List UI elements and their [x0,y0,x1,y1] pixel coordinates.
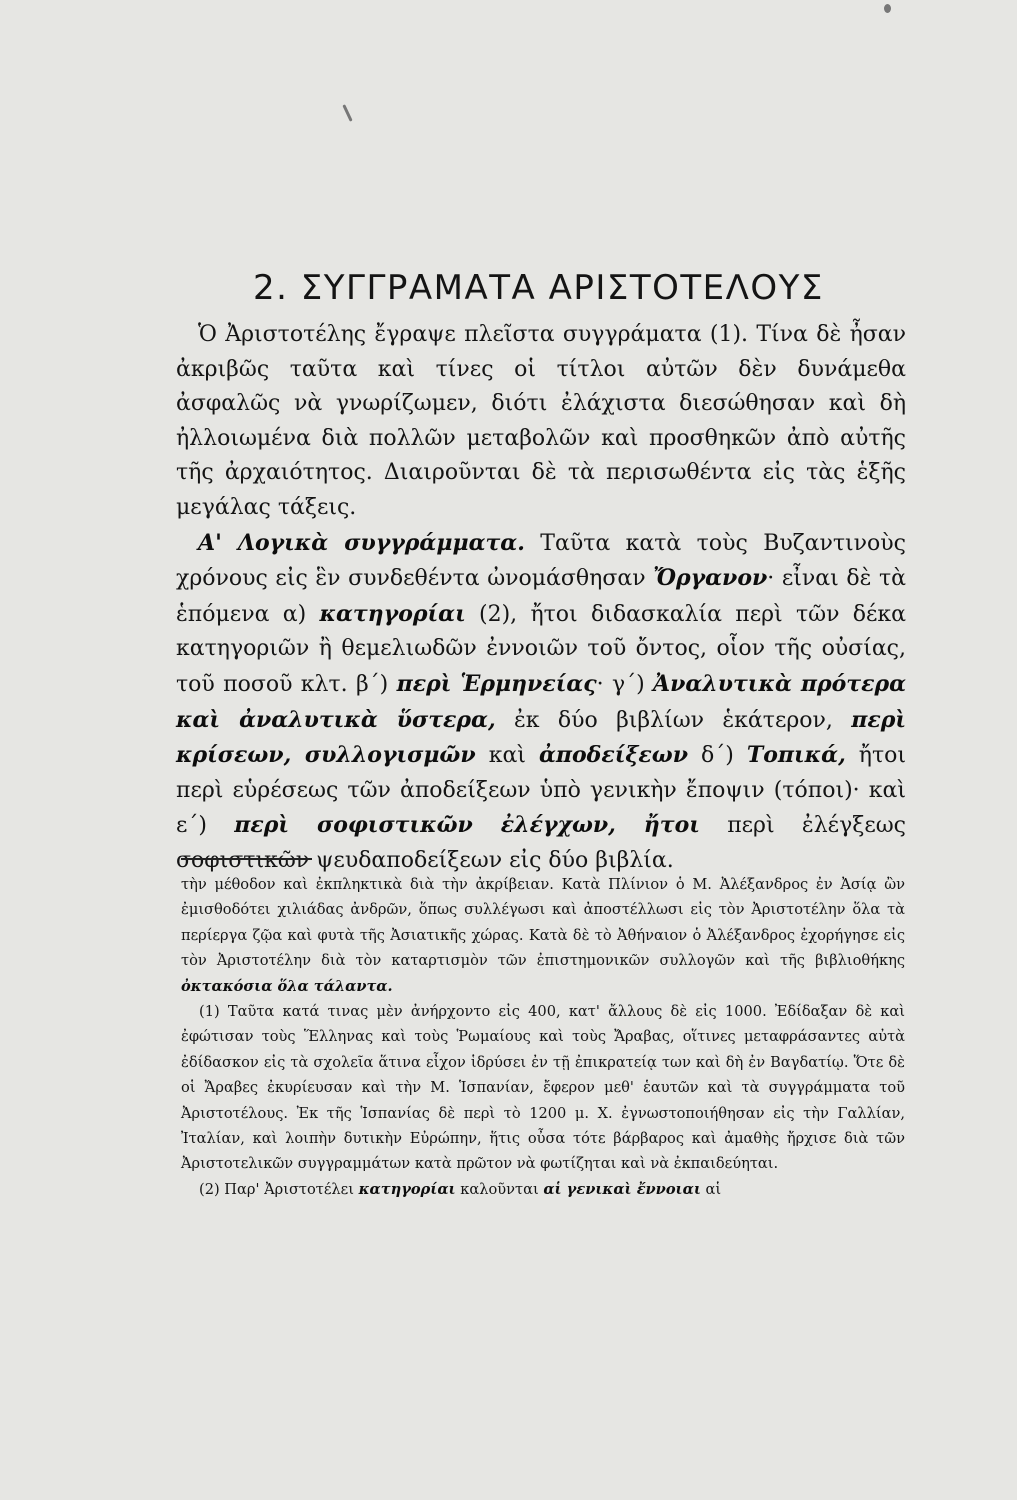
chapter-title: 2. ΣΥΓΓΡΑΜΑΤΑ ΑΡΙΣΤΟΤΕΛΟΥΣ [253,268,824,308]
term-organon: Ὄργανον [653,565,768,592]
page-speck [884,4,891,13]
term-sophistikon: περὶ σοφιστικῶν ἐλέγχων, ἤτοι [234,812,700,839]
main-text [176,318,906,879]
term-analytika: Ἀναλυτικὰ πρότερα καὶ ἀναλυτικὰ ὕστερα, [176,670,907,733]
footnote-continuation: τὴν μέθοδον καὶ ἐκπληκτικὰ διὰ τὴν ἀκρίβειαν. Κατὰ Πλίνιον ὁ Μ. Ἀλέξανδρος ἐν Ἀσίᾳ ὢν ἐμισθοδότει χιλιάδας ἀνδρῶν, ὅπως συλλέγωσι καὶ ἀποστέλλωσι εἰς τὸν Ἀριστοτέλην ὅλα τὰ περίεργα ζῷα καὶ φυτὰ τῆς Ἀσιατικῆς χώρας. Κατὰ δὲ τὸ Ἀθήναιον ὁ Ἀλέξανδρος ἐχορήγησε εἰς τὸν Ἀριστοτέλην διὰ τὸν καταρτισμὸν τῶν ἐπιστημονικῶν συλλογῶν καὶ τῆς βιβλιοθήκης ὀκτακόσια ὅλα τάλαντα. [181,876,905,995]
footnotes [181,872,905,1202]
term-kriseon: περὶ κρίσεων, συλλογισμῶν [176,706,906,769]
section-heading: Α' Λογικὰ συγγράμματα. [198,529,525,556]
term-kategoriai: κατηγορίαι [319,600,466,627]
page-speck [342,104,352,122]
footnote-1: (1) Ταῦτα κατά τινας μὲν ἀνήρχοντο εἰς 400, κατ' ἄλλους δὲ εἰς 1000. Ἐδίδαξαν δὲ καὶ ἐφώτισαν τοὺς Ἕλληνας καὶ τοὺς Ῥωμαίους καὶ τοὺς Ἄραβας, οἵτινες μεταφράσαντες αὐτὰ ἐδίδασκον εἰς τὰ σχολεῖα ἅτινα εἶχον ἱδρύσει ἐν τῇ ἐπικρατείᾳ των καὶ δὴ ἐν Βαγδατίῳ. Ὅτε δὲ οἱ Ἄραβες ἐκυρίευσαν καὶ τὴν Μ. Ἱσπανίαν, ἔφερον μεθ' ἑαυτῶν καὶ τὰ συγγράμματα τοῦ Ἀριστοτέλους. Ἐκ τῆς Ἱσπανίας δὲ περὶ τὸ 1200 μ. Χ. ἐγνωστοποιήθησαν εἰς τὴν Γαλλίαν, Ἰταλίαν, καὶ λοιπὴν δυτικὴν Εὐρώπην, ἥτις οὖσα τότε βάρβαρος καὶ ἀμαθὴς ἤρχισε διὰ τῶν Ἀριστοτελικῶν συγγραμμάτων κατὰ πρῶτον νὰ φωτίζηται καὶ νὰ ἐκπαιδεύηται. [181,1003,905,1173]
logical-works-paragraph: Α' Λογικὰ συγγράμματα. Ταῦτα κατὰ τοὺς Βυζαντινοὺς χρόνους εἰς ἓν συνδεθέντα ὠνομάσθησαν Ὄργανον· εἶναι δὲ τὰ ἑπόμενα α) κατηγορίαι (2), ἤτοι διδασκαλία περὶ τῶν δέκα κατηγοριῶν ἢ θεμελιωδῶν ἐννοιῶν τοῦ ὄντος, οἷον τῆς οὐσίας, τοῦ ποσοῦ κλτ. β΄) περὶ Ἑρμηνείας· γ΄) Ἀναλυτικὰ πρότερα καὶ ἀναλυτικὰ ὕστερα, ἐκ δύο βιβλίων ἑκάτερον, περὶ κρίσεων, συλλογισμῶν καὶ ἀποδείξεων δ΄) Τοπικά, ἤτοι περὶ εὑρέσεως τῶν ἀποδείξεων ὑπὸ γενικὴν ἔποψιν (τόποι)· καὶ ε΄) περὶ σοφιστικῶν ἐλέγχων, ἤτοι περὶ ἐλέγξεως σοφιστικῶν ψευδαποδείξεων εἰς δύο βιβλία. [176,529,907,873]
term-hermeneias: περὶ Ἑρμηνείας [396,670,597,697]
term-topika: Τοπικά, [746,742,846,769]
intro-paragraph: Ὁ Ἀριστοτέλης ἔγραψε πλεῖστα συγγράματα (1). Τίνα δὲ ἦσαν ἀκριβῶς ταῦτα καὶ τίνες οἱ τίτλοι αὐτῶν δὲν δυνάμεθα ἀσφαλῶς νὰ γνωρίζωμεν, διότι ἐλάχιστα διεσώθησαν καὶ δὴ ἠλλοιωμένα διὰ πολλῶν μεταβολῶν καὶ προσθηκῶν ἀπὸ αὐτῆς τῆς ἀρχαιότητος. Διαιροῦνται δὲ τὰ περισωθέντα εἰς τὰς ἑξῆς μεγάλας τάξεις. [176,322,906,520]
footnote-2: (2) Παρ' Ἀριστοτέλει κατηγορίαι καλοῦνται αἱ γενικαὶ ἔννοιαι αἱ [199,1180,722,1198]
term-apodeixeon: ἀποδείξεων [538,742,688,769]
footnote-divider [181,858,312,860]
